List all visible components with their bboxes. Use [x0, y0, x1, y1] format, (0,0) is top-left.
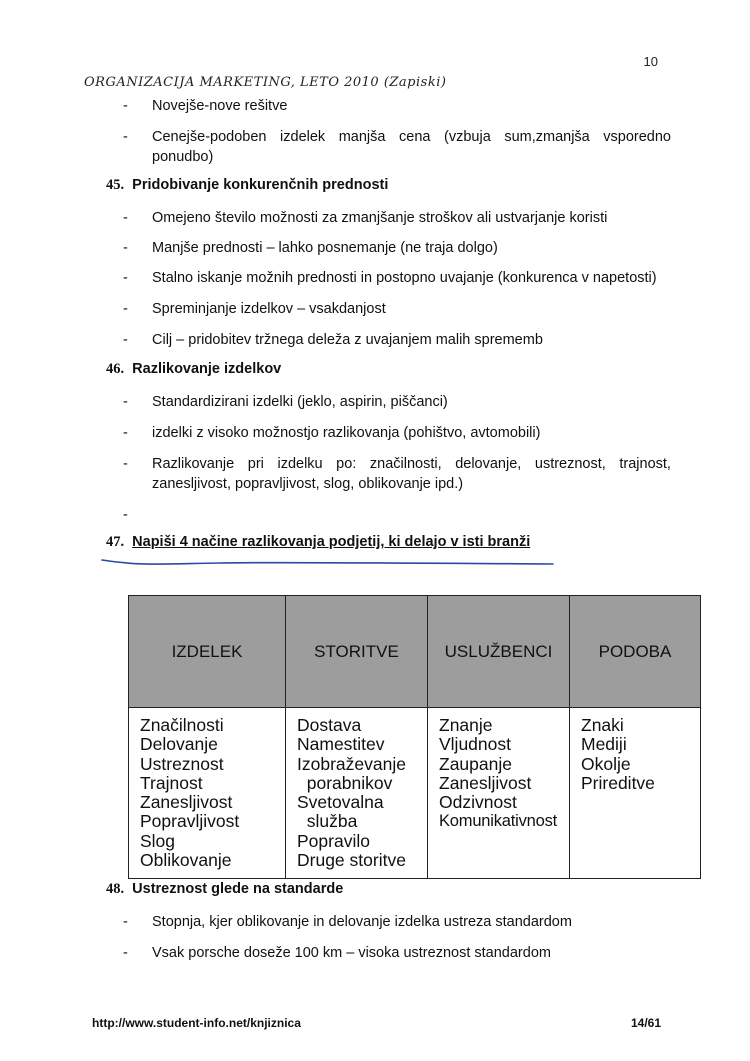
word: sum,zmanjša — [504, 129, 590, 145]
cell-item: Zanesljivost — [140, 792, 233, 813]
table-header-row — [129, 596, 701, 708]
section-number: 45. — [106, 177, 125, 193]
cell-item: Prireditve — [581, 772, 655, 793]
cell-item: Delovanje — [140, 734, 218, 755]
cell-item: Komunikativnost — [439, 812, 558, 831]
word: delovanje, — [455, 456, 522, 472]
bullet-dash: - — [123, 301, 128, 317]
section-heading-48 — [106, 881, 343, 898]
bullet-dash: - — [123, 394, 128, 410]
cell-item: Druge storitve — [297, 850, 406, 871]
table-cell — [570, 708, 701, 879]
handwritten-underline — [100, 552, 555, 572]
section-number: 48. — [106, 881, 125, 897]
list-item — [123, 423, 671, 443]
cell-item: Slog — [140, 830, 176, 851]
word: ustreznost, — [534, 456, 606, 472]
list-item-text: Vsak porsche doseže 100 km – visoka ustreznost standardom — [152, 945, 551, 961]
list-item-text: Cilj – pridobitev tržnega deleža z uvajanjem malih sprememb — [152, 332, 543, 348]
cell-item: služba — [297, 811, 358, 832]
word: trajnost, — [619, 456, 671, 472]
running-header-title: ORGANIZACIJA MARKETING, LETO 2010 (Zapiski) — [84, 75, 447, 90]
section-heading-45 — [106, 177, 388, 194]
cell-item: Znaki — [581, 715, 624, 735]
cell-item: Vljudnost — [439, 734, 511, 755]
cell-item: Svetovalna — [297, 792, 384, 813]
word: vsporedno — [603, 129, 671, 145]
bullet-dash: - — [123, 914, 128, 930]
cell-item: Okolje — [581, 753, 631, 774]
list-item — [123, 127, 671, 167]
word: po: — [336, 456, 357, 472]
list-item — [123, 454, 671, 494]
footer-page-count: 14/61 — [630, 1016, 661, 1030]
bullet-dash: - — [123, 332, 128, 348]
wrapped-line: ponudbo) — [152, 149, 214, 165]
list-item — [123, 238, 671, 258]
cell-item: Popravljivost — [140, 811, 240, 832]
list-item — [123, 96, 671, 116]
list-item-text: Omejeno število možnosti za zmanjšanje stroškov ali ustvarjanje koristi — [152, 210, 608, 226]
list-item-text: Stopnja, kjer oblikovanje in delovanje izdelka ustreza standardom — [152, 914, 572, 930]
list-item — [123, 268, 671, 288]
section-title: Ustreznost glede na standarde — [132, 881, 344, 897]
word: izdelek — [280, 129, 326, 145]
list-item — [123, 912, 671, 932]
list-item-text: Novejše-nove rešitve — [152, 98, 288, 114]
word: manjša — [338, 129, 386, 145]
list-item-text: Spreminjanje izdelkov – vsakdanjost — [152, 301, 386, 317]
bullet-dash: - — [123, 210, 128, 226]
word: izdelku — [277, 456, 323, 472]
cell-item: Zaupanje — [439, 753, 512, 774]
bullet-dash: - — [123, 456, 128, 472]
section-heading-46 — [106, 361, 281, 378]
table-cell — [129, 708, 286, 879]
section-number: 46. — [106, 361, 125, 377]
word: pri — [247, 456, 264, 472]
word: cena — [399, 129, 431, 145]
differentiation-table — [128, 595, 701, 879]
cell-item: Značilnosti — [140, 715, 224, 735]
bullet-dash: - — [123, 425, 128, 441]
section-heading-47 — [106, 534, 530, 551]
cell-item: Trajnost — [140, 772, 203, 793]
section-title: Razlikovanje izdelkov — [132, 361, 282, 377]
cell-item: Znanje — [439, 715, 493, 735]
list-item — [123, 299, 671, 319]
cell-item: Namestitev — [297, 734, 385, 755]
footer-url: http://www.student-info.net/knjiznica — [92, 1016, 301, 1030]
cell-item: Popravilo — [297, 830, 370, 851]
list-item-text: izdelki z visoko možnostjo razlikovanja (pohištvo, avtomobili) — [152, 425, 541, 441]
list-item-text — [152, 127, 671, 167]
list-item-text: Manjše prednosti – lahko posnemanje (ne traja dolgo) — [152, 240, 498, 256]
table-header-cell: USLUŽBENCI — [428, 596, 570, 708]
cell-item: Zanesljivost — [439, 772, 532, 793]
cell-item: Odzivnost — [439, 792, 517, 813]
word: (vzbuja — [444, 129, 491, 145]
list-item-text: Stalno iskanje možnih prednosti in postopno uvajanje (konkurenca v napetosti) — [152, 270, 657, 286]
justified-line — [152, 454, 671, 474]
list-item — [123, 330, 671, 350]
list-item-text — [152, 454, 671, 494]
cell-item: Ustreznost — [140, 753, 224, 774]
word: Cenejše-podoben — [152, 129, 267, 145]
cell-item: Dostava — [297, 715, 362, 735]
table-cell — [428, 708, 570, 879]
wrapped-line: zanesljivost, popravljivost, slog, oblikovanje ipd.) — [152, 476, 464, 492]
cell-item: Izobraževanje — [297, 753, 406, 774]
bullet-dash: - — [123, 270, 128, 286]
section-title: Napiši 4 načine razlikovanja podjetij, ki delajo v isti branži — [132, 534, 531, 550]
list-item-text: Standardizirani izdelki (jeklo, aspirin, piščanci) — [152, 394, 448, 410]
bullet-dash: - — [123, 507, 128, 523]
table-header-cell: STORITVE — [286, 596, 428, 708]
section-number: 47. — [106, 534, 125, 550]
cell-item: porabnikov — [297, 772, 393, 793]
bullet-dash: - — [123, 240, 128, 256]
list-item — [123, 208, 671, 228]
bullet-dash: - — [123, 98, 128, 114]
cell-item: Oblikovanje — [140, 850, 232, 871]
section-title: Pridobivanje konkurenčnih prednosti — [132, 177, 389, 193]
table-header-cell: PODOBA — [570, 596, 701, 708]
table-header-cell: IZDELEK — [129, 596, 286, 708]
list-item — [123, 943, 671, 963]
table-cell — [286, 708, 428, 879]
table-row — [129, 708, 701, 879]
word: značilnosti, — [369, 456, 442, 472]
justified-line — [152, 127, 671, 147]
bullet-dash: - — [123, 945, 128, 961]
bullet-dash: - — [123, 129, 128, 145]
cell-item: Mediji — [581, 734, 627, 755]
word: Razlikovanje — [152, 456, 235, 472]
page-number: 10 — [643, 54, 658, 69]
list-item — [123, 392, 671, 412]
